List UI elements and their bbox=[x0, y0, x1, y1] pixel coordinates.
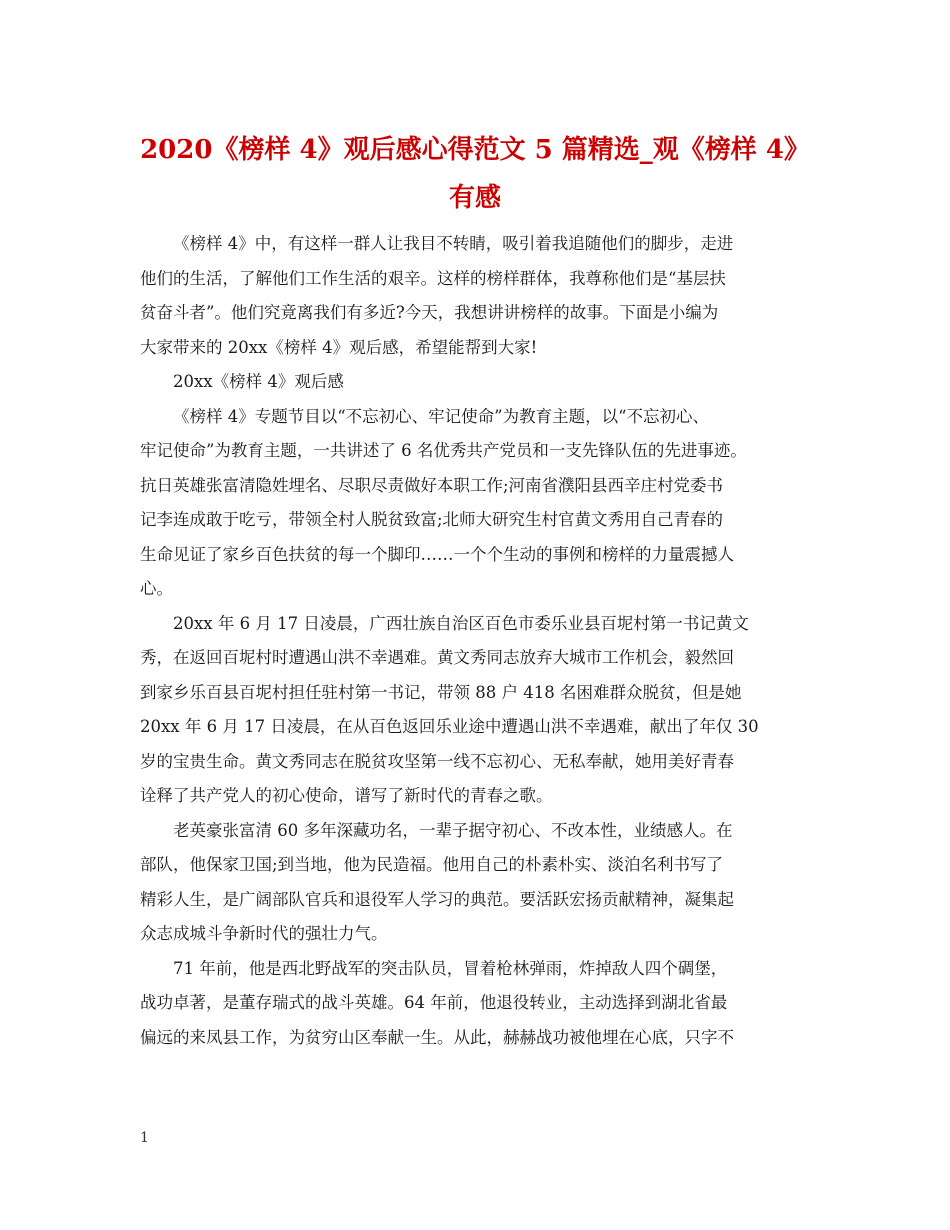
text-line: 偏远的来凤县工作，为贫穷山区奉献一生。从此，赫赫战功被他埋在心底，只字不 bbox=[140, 1027, 734, 1047]
text-line: 《榜样 4》专题节目以“不忘初心、牢记使命”为教育主题，以“不忘初心、 bbox=[173, 406, 710, 426]
text-line: 牢记使命”为教育主题，一共讲述了 6 名优秀共产党员和一支先锋队伍的先进事迹。 bbox=[140, 441, 747, 460]
text-line: 部队，他保家卫国;到当地，他为民造福。他用自己的朴素朴实、淡泊名利书写了 bbox=[140, 855, 724, 874]
paragraph-program bbox=[140, 400, 840, 607]
text-line: 秀，在返回百坭村时遭遇山洪不幸遇难。黄文秀同志放弃大城市工作机会，毅然回 bbox=[140, 648, 734, 667]
text-line: 岁的宝贵生命。黄文秀同志在脱贫攻坚第一线不忘初心、无私奉献，她用美好青春 bbox=[140, 751, 734, 771]
section-heading bbox=[140, 365, 840, 400]
text-line: 大家带来的 20xx《榜样 4》观后感，希望能帮到大家! bbox=[140, 337, 538, 357]
paragraph-zhang-fuqing bbox=[140, 814, 840, 952]
text-line: 诠释了共产党人的初心使命，谱写了新时代的青春之歌。 bbox=[140, 786, 553, 805]
document-body bbox=[140, 227, 840, 1055]
text-line: 生命见证了家乡百色扶贫的每一个脚印……一个个生动的事例和榜样的力量震撼人 bbox=[140, 544, 734, 564]
paragraph-71-years-ago bbox=[140, 952, 840, 1056]
text-line: 贫奋斗者”。他们究竟离我们有多近?今天，我想讲讲榜样的故事。下面是小编为 bbox=[140, 303, 719, 322]
document-title bbox=[120, 126, 830, 222]
text-line: 《榜样 4》中，有这样一群人让我目不转睛，吸引着我追随他们的脚步，走进 bbox=[173, 234, 734, 253]
text-line: 精彩人生，是广阔部队官兵和退役军人学习的典范。要活跃宏扬贡献精神，凝集起 bbox=[140, 889, 734, 909]
text-line: 抗日英雄张富清隐姓埋名、尽职尽责做好本职工作;河南省濮阳县西辛庄村党委书 bbox=[140, 475, 724, 495]
text-line: 记李连成敢于吃亏，带领全村人脱贫致富;北师大研究生村官黄文秀用自己青春的 bbox=[140, 510, 724, 529]
text-line: 老英豪张富清 60 多年深藏功名，一辈子据守初心、不改本性，业绩感人。在 bbox=[173, 820, 733, 840]
text-line: 战功卓著，是董存瑞式的战斗英雄。64 年前，他退役转业，主动选择到湖北省最 bbox=[140, 993, 728, 1012]
text-line: 20xx《榜样 4》观后感 bbox=[173, 372, 344, 391]
text-line: 心。 bbox=[140, 579, 173, 598]
text-line: 到家乡乐百县百坭村担任驻村第一书记，带领 88 户 418 名困难群众脱贫，但是她 bbox=[140, 682, 742, 702]
paragraph-intro bbox=[140, 227, 840, 365]
text-line: 20xx 年 6 月 17 日凌晨，广西壮族自治区百色市委乐业县百坭村第一书记黄文 bbox=[173, 613, 749, 633]
text-line: 他们的生活，了解他们工作生活的艰辛。这样的榜样群体，我尊称他们是“基层扶 bbox=[140, 268, 726, 288]
text-line: 众志成城斗争新时代的强壮力气。 bbox=[140, 924, 388, 943]
title-line: 2020《榜样 4》观后感心得范文 5 篇精选_观《榜样 4》 bbox=[140, 135, 810, 165]
page-number: 1 bbox=[140, 1130, 149, 1146]
paragraph-huang-wenxiu bbox=[140, 607, 840, 814]
text-line: 20xx 年 6 月 17 日凌晨，在从百色返回乐业途中遭遇山洪不幸遇难，献出了年仅 30 bbox=[140, 717, 759, 736]
title-line: 有感 bbox=[448, 183, 501, 213]
text-line: 71 年前，他是西北野战军的突击队员，冒着枪林弹雨，炸掉敌人四个碉堡， bbox=[173, 958, 728, 978]
